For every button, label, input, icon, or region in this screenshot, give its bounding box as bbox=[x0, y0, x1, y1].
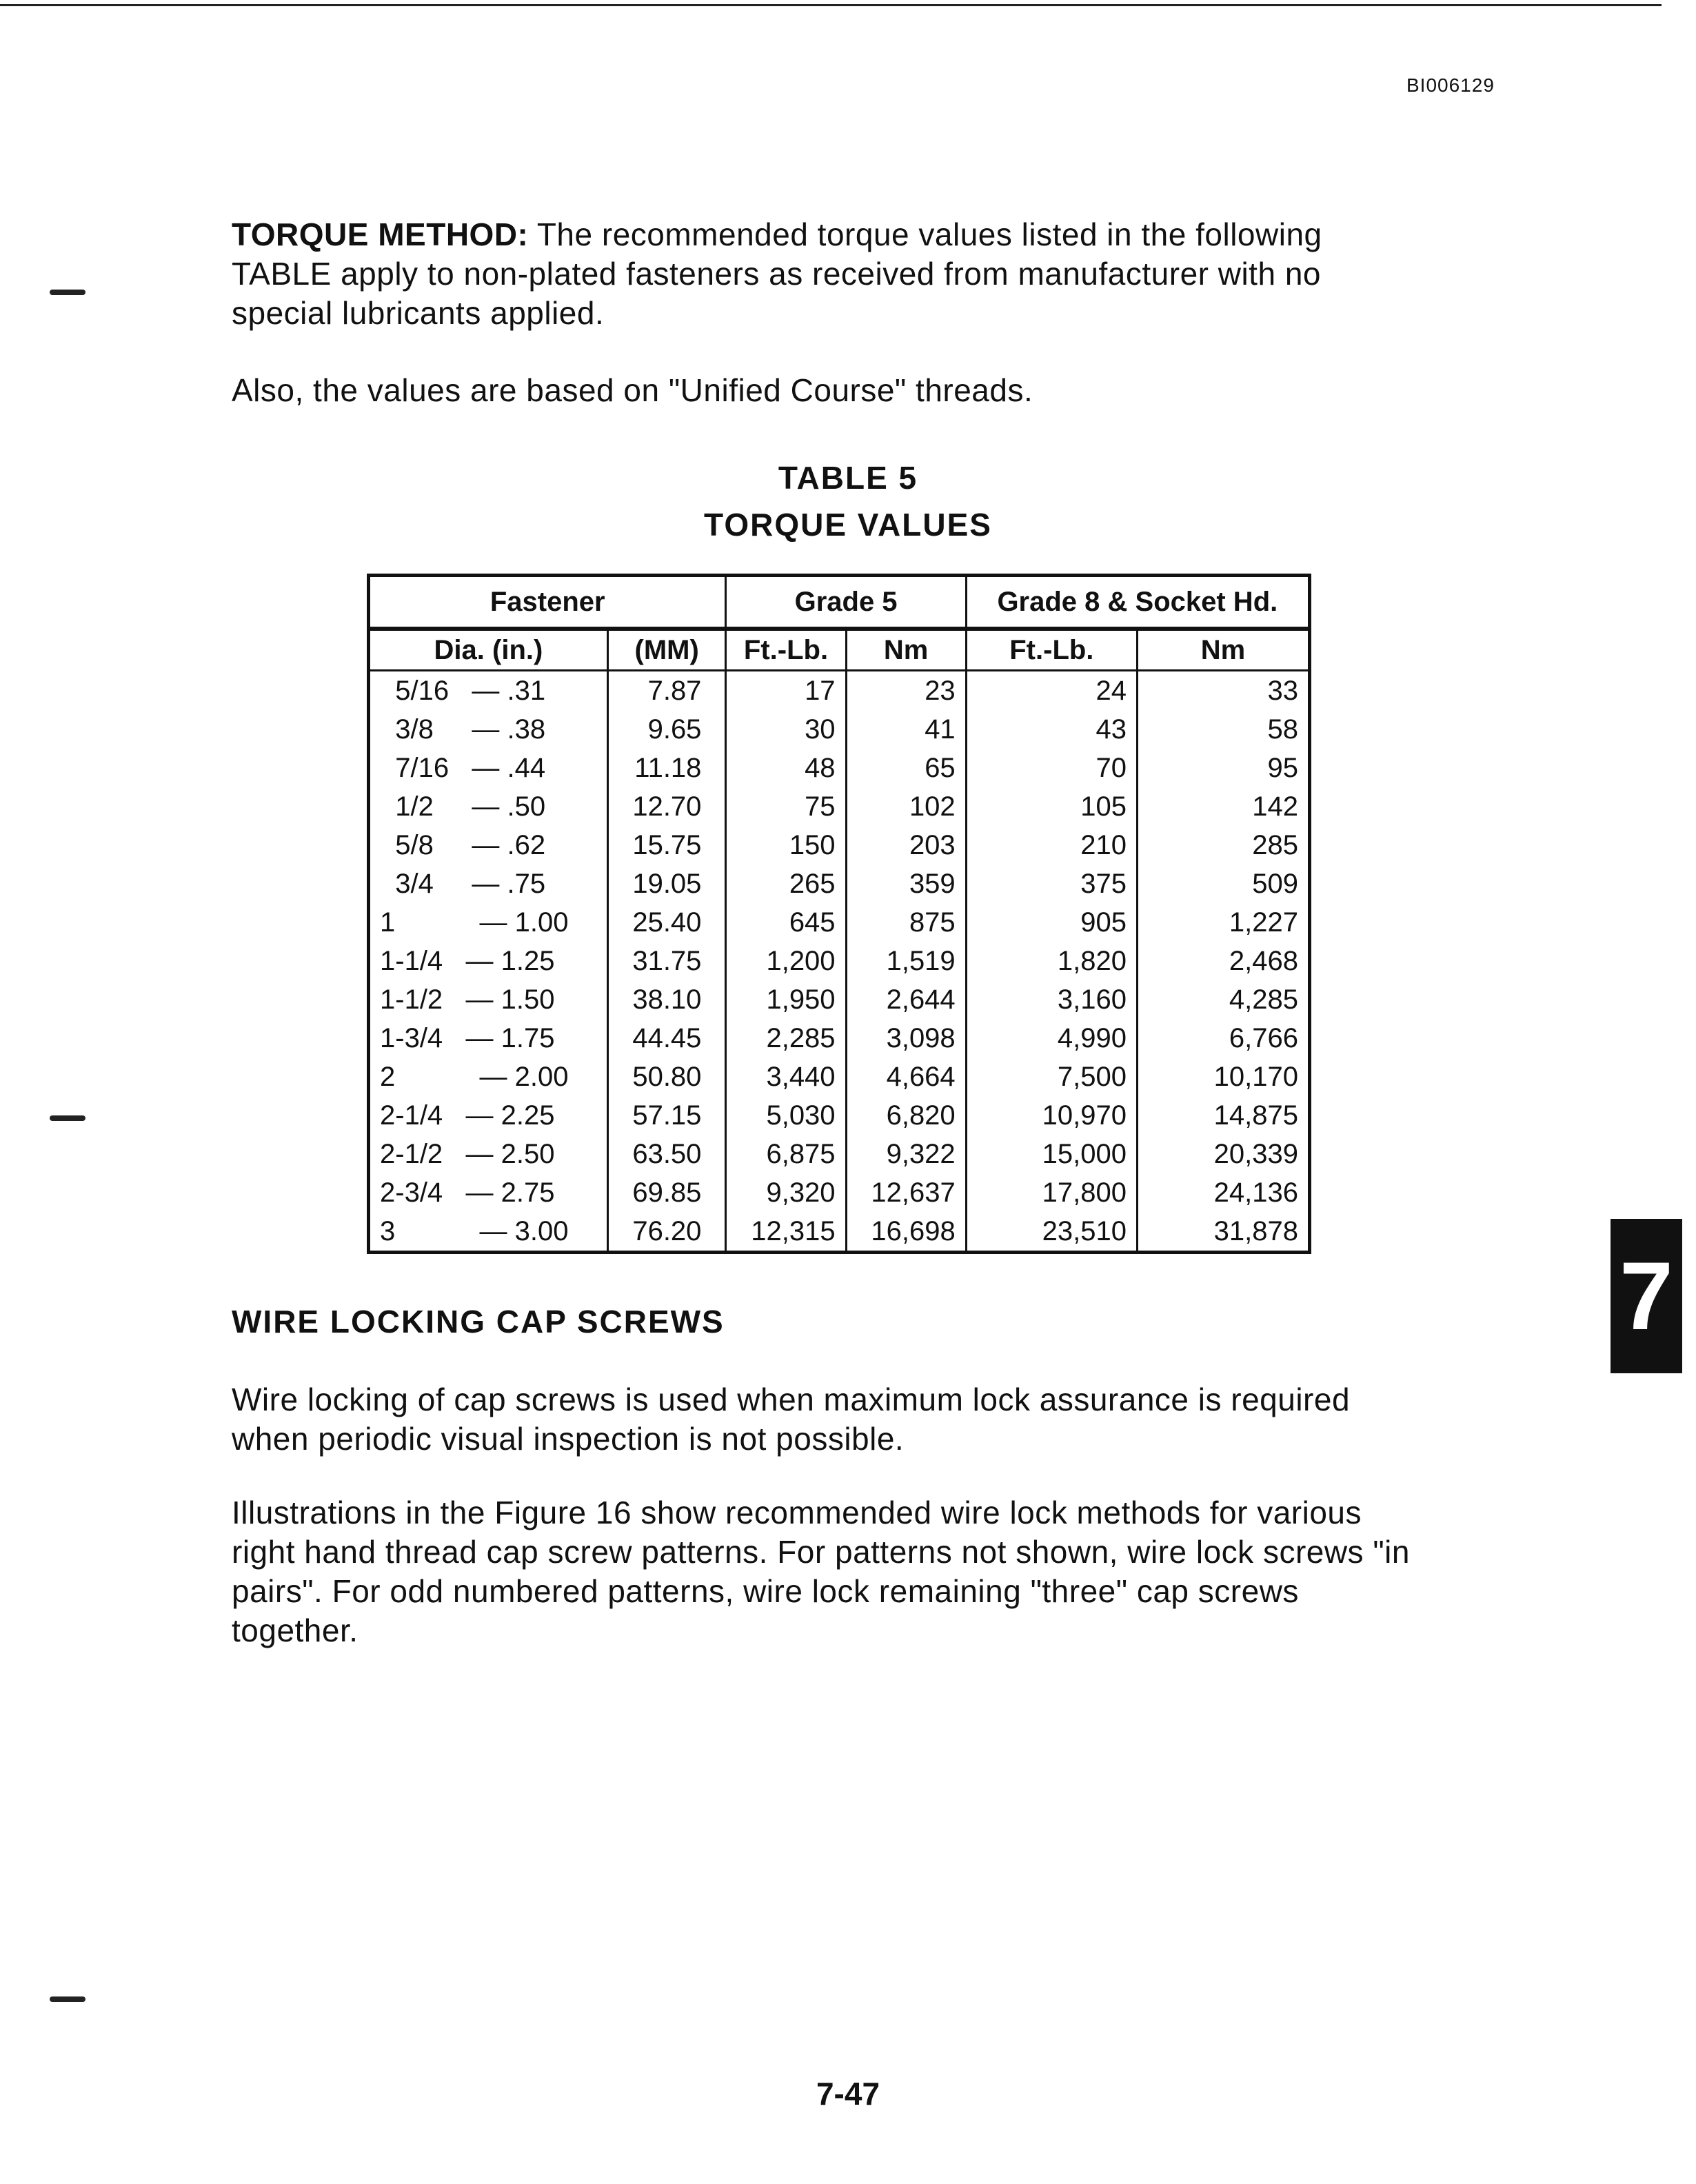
cell-grade8-ftlb: 24 bbox=[966, 671, 1137, 711]
cell-grade8-nm: 58 bbox=[1137, 710, 1309, 749]
cell-grade8-ftlb: 17,800 bbox=[966, 1173, 1137, 1212]
torque-method-label: TORQUE METHOD: bbox=[232, 216, 529, 252]
table-row bbox=[369, 942, 1310, 980]
table-row bbox=[369, 1019, 1310, 1058]
cell-grade5-nm: 4,664 bbox=[846, 1058, 966, 1096]
cell-grade5-nm: 875 bbox=[846, 903, 966, 942]
cell-diameter: 3/8 — .38 bbox=[369, 710, 608, 749]
cell-grade8-nm: 24,136 bbox=[1137, 1173, 1309, 1212]
torque-method-paragraph bbox=[232, 215, 1424, 333]
cell-grade5-ftlb: 3,440 bbox=[726, 1058, 846, 1096]
column-header-grade5-ftlb: Ft.-Lb. bbox=[726, 629, 846, 671]
cell-grade8-ftlb: 210 bbox=[966, 826, 1137, 865]
table-row bbox=[369, 865, 1310, 903]
column-header-grade8-ftlb: Ft.-Lb. bbox=[966, 629, 1137, 671]
page-number: 7-47 bbox=[816, 2076, 880, 2112]
section-heading: WIRE LOCKING CAP SCREWS bbox=[232, 1304, 725, 1339]
cell-grade8-nm: 10,170 bbox=[1137, 1058, 1309, 1096]
table-subtitle: TORQUE VALUES bbox=[704, 507, 992, 543]
cell-mm: 31.75 bbox=[607, 942, 726, 980]
cell-mm: 19.05 bbox=[607, 865, 726, 903]
cell-grade8-nm: 509 bbox=[1137, 865, 1309, 903]
cell-grade5-nm: 3,098 bbox=[846, 1019, 966, 1058]
cell-diameter: 3/4 — .75 bbox=[369, 865, 608, 903]
group-header-grade-8: Grade 8 & Socket Hd. bbox=[966, 576, 1309, 629]
cell-mm: 69.85 bbox=[607, 1173, 726, 1212]
table-row bbox=[369, 787, 1310, 826]
cell-grade8-ftlb: 105 bbox=[966, 787, 1137, 826]
table-row bbox=[369, 1212, 1310, 1253]
cell-mm: 11.18 bbox=[607, 749, 726, 787]
cell-grade8-ftlb: 70 bbox=[966, 749, 1137, 787]
binding-mark bbox=[50, 1115, 85, 1121]
table-title: TABLE 5 bbox=[778, 460, 918, 496]
cell-grade5-ftlb: 2,285 bbox=[726, 1019, 846, 1058]
cell-diameter: 2-3/4 — 2.75 bbox=[369, 1173, 608, 1212]
cell-grade5-ftlb: 6,875 bbox=[726, 1135, 846, 1173]
column-header-grade5-nm: Nm bbox=[846, 629, 966, 671]
cell-grade8-ftlb: 10,970 bbox=[966, 1096, 1137, 1135]
cell-grade8-ftlb: 4,990 bbox=[966, 1019, 1137, 1058]
table-row bbox=[369, 749, 1310, 787]
cell-grade8-nm: 285 bbox=[1137, 826, 1309, 865]
cell-mm: 76.20 bbox=[607, 1212, 726, 1253]
binding-mark bbox=[50, 290, 85, 295]
cell-mm: 15.75 bbox=[607, 826, 726, 865]
cell-grade5-nm: 2,644 bbox=[846, 980, 966, 1019]
cell-grade5-nm: 359 bbox=[846, 865, 966, 903]
cell-grade5-ftlb: 150 bbox=[726, 826, 846, 865]
cell-diameter: 1 — 1.00 bbox=[369, 903, 608, 942]
group-header-grade-5: Grade 5 bbox=[726, 576, 966, 629]
cell-grade5-ftlb: 1,200 bbox=[726, 942, 846, 980]
cell-grade5-ftlb: 265 bbox=[726, 865, 846, 903]
cell-diameter: 5/16 — .31 bbox=[369, 671, 608, 711]
document-id: BI006129 bbox=[1406, 74, 1495, 96]
cell-grade8-nm: 95 bbox=[1137, 749, 1309, 787]
cell-grade5-ftlb: 48 bbox=[726, 749, 846, 787]
cell-grade8-ftlb: 3,160 bbox=[966, 980, 1137, 1019]
cell-grade5-ftlb: 30 bbox=[726, 710, 846, 749]
cell-diameter: 1-1/4 — 1.25 bbox=[369, 942, 608, 980]
cell-grade5-nm: 203 bbox=[846, 826, 966, 865]
cell-grade8-nm: 2,468 bbox=[1137, 942, 1309, 980]
table-row bbox=[369, 1096, 1310, 1135]
cell-grade5-nm: 1,519 bbox=[846, 942, 966, 980]
cell-mm: 9.65 bbox=[607, 710, 726, 749]
cell-grade8-nm: 142 bbox=[1137, 787, 1309, 826]
cell-grade8-nm: 1,227 bbox=[1137, 903, 1309, 942]
wire-locking-paragraph: Wire locking of cap screws is used when maximum lock assurance is required when periodic visual inspection is not possible. bbox=[232, 1382, 1351, 1457]
column-header-dia: Dia. (in.) bbox=[369, 629, 608, 671]
cell-mm: 44.45 bbox=[607, 1019, 726, 1058]
cell-grade8-ftlb: 15,000 bbox=[966, 1135, 1137, 1173]
group-header-fastener: Fastener bbox=[369, 576, 726, 629]
torque-method-text: The recommended torque values listed in the following TABLE apply to non-plated fasteners as received from manufacturer with no special lubricants applied. bbox=[232, 216, 1322, 331]
cell-grade8-ftlb: 1,820 bbox=[966, 942, 1137, 980]
cell-grade5-nm: 65 bbox=[846, 749, 966, 787]
cell-grade5-ftlb: 75 bbox=[726, 787, 846, 826]
cell-grade8-ftlb: 905 bbox=[966, 903, 1137, 942]
cell-grade5-nm: 12,637 bbox=[846, 1173, 966, 1212]
top-rule bbox=[0, 4, 1662, 6]
column-header-mm: (MM) bbox=[607, 629, 726, 671]
illustrations-paragraph: Illustrations in the Figure 16 show recommended wire lock methods for various right hand thread cap screw patterns. For patterns not shown, wire lock screws "in pairs". For odd numbered patterns, wire lock remaining "three" cap screws together. bbox=[232, 1495, 1410, 1648]
table-row bbox=[369, 710, 1310, 749]
cell-mm: 63.50 bbox=[607, 1135, 726, 1173]
cell-diameter: 1-1/2 — 1.50 bbox=[369, 980, 608, 1019]
cell-grade8-nm: 33 bbox=[1137, 671, 1309, 711]
thread-note: Also, the values are based on "Unified Course" threads. bbox=[232, 372, 1033, 408]
cell-grade5-ftlb: 9,320 bbox=[726, 1173, 846, 1212]
cell-diameter: 2 — 2.00 bbox=[369, 1058, 608, 1096]
table-row bbox=[369, 1173, 1310, 1212]
cell-grade8-nm: 4,285 bbox=[1137, 980, 1309, 1019]
table-row bbox=[369, 826, 1310, 865]
table-row bbox=[369, 1135, 1310, 1173]
table-row bbox=[369, 671, 1310, 711]
cell-mm: 12.70 bbox=[607, 787, 726, 826]
cell-diameter: 2-1/2 — 2.50 bbox=[369, 1135, 608, 1173]
cell-mm: 57.15 bbox=[607, 1096, 726, 1135]
cell-grade5-ftlb: 17 bbox=[726, 671, 846, 711]
cell-grade5-ftlb: 1,950 bbox=[726, 980, 846, 1019]
cell-diameter: 3 — 3.00 bbox=[369, 1212, 608, 1253]
cell-mm: 25.40 bbox=[607, 903, 726, 942]
cell-mm: 50.80 bbox=[607, 1058, 726, 1096]
cell-grade5-ftlb: 12,315 bbox=[726, 1212, 846, 1253]
cell-diameter: 1-3/4 — 1.75 bbox=[369, 1019, 608, 1058]
cell-grade8-ftlb: 43 bbox=[966, 710, 1137, 749]
cell-grade8-ftlb: 375 bbox=[966, 865, 1137, 903]
cell-grade8-nm: 20,339 bbox=[1137, 1135, 1309, 1173]
chapter-tab: 7 bbox=[1611, 1219, 1682, 1373]
cell-mm: 38.10 bbox=[607, 980, 726, 1019]
table-body bbox=[369, 671, 1310, 1253]
binding-mark bbox=[50, 1996, 85, 2002]
cell-grade5-ftlb: 645 bbox=[726, 903, 846, 942]
cell-diameter: 7/16 — .44 bbox=[369, 749, 608, 787]
cell-grade5-nm: 9,322 bbox=[846, 1135, 966, 1173]
table-row bbox=[369, 980, 1310, 1019]
cell-diameter: 5/8 — .62 bbox=[369, 826, 608, 865]
table-row bbox=[369, 1058, 1310, 1096]
cell-grade8-nm: 6,766 bbox=[1137, 1019, 1309, 1058]
cell-grade8-nm: 31,878 bbox=[1137, 1212, 1309, 1253]
cell-grade8-ftlb: 23,510 bbox=[966, 1212, 1137, 1253]
cell-grade5-nm: 102 bbox=[846, 787, 966, 826]
cell-mm: 7.87 bbox=[607, 671, 726, 711]
cell-diameter: 2-1/4 — 2.25 bbox=[369, 1096, 608, 1135]
cell-grade8-ftlb: 7,500 bbox=[966, 1058, 1137, 1096]
cell-grade5-nm: 41 bbox=[846, 710, 966, 749]
cell-grade8-nm: 14,875 bbox=[1137, 1096, 1309, 1135]
cell-diameter: 1/2 — .50 bbox=[369, 787, 608, 826]
cell-grade5-ftlb: 5,030 bbox=[726, 1096, 846, 1135]
column-header-grade8-nm: Nm bbox=[1137, 629, 1309, 671]
cell-grade5-nm: 16,698 bbox=[846, 1212, 966, 1253]
table-row bbox=[369, 903, 1310, 942]
torque-values-table bbox=[367, 574, 1311, 1254]
cell-grade5-nm: 23 bbox=[846, 671, 966, 711]
cell-grade5-nm: 6,820 bbox=[846, 1096, 966, 1135]
